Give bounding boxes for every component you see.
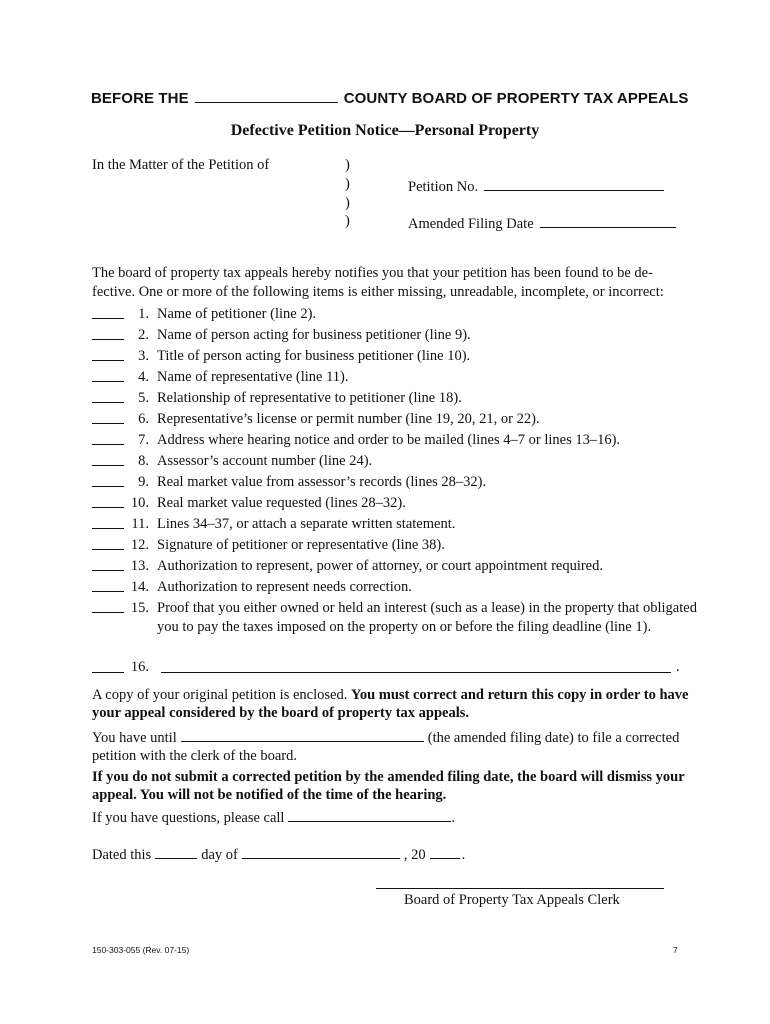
petition-number-label: Petition No.: [408, 179, 479, 195]
page-number: 7: [673, 945, 678, 955]
year-blank[interactable]: [430, 844, 460, 859]
other-item-blank[interactable]: [161, 672, 671, 673]
header-after-text: COUNTY BOARD OF PROPERTY TAX APPEALS: [343, 90, 689, 107]
checklist-item: [92, 515, 692, 536]
item-text: Name of person acting for business petitioner (line 9).: [157, 327, 471, 343]
item-text: Address where hearing notice and order to be mailed (lines 4–7 or lines 13–16).: [157, 432, 621, 448]
deadline-paragraph: [92, 727, 692, 765]
item-text: Authorization to represent, power of attorney, or court appointment required.: [157, 558, 603, 574]
item-text: Assessor’s account number (line 24).: [157, 453, 373, 469]
item-number: 9.: [138, 474, 149, 490]
form-number: 150-303-055 (Rev. 07-15): [92, 945, 190, 955]
item-number: 14.: [130, 579, 149, 595]
amended-filing-date-row: [408, 213, 676, 233]
year-label: , 20: [403, 847, 426, 863]
questions-line: [92, 807, 455, 827]
until-after-text: (the amended filing date) to file a corrected petition with the clerk of the board.: [92, 730, 680, 764]
check-blank[interactable]: [92, 444, 124, 445]
month-blank[interactable]: [242, 844, 400, 859]
dated-period: .: [461, 847, 466, 863]
paren-4: ): [345, 213, 350, 229]
checklist-item: [92, 536, 692, 557]
check-blank[interactable]: [92, 528, 124, 529]
matter-label: In the Matter of the Petition of: [92, 157, 270, 173]
item-number: 12.: [130, 537, 149, 553]
checklist-item: [92, 410, 692, 431]
item-number: 16.: [130, 659, 149, 675]
page-title: Defective Petition Notice—Personal Property: [230, 122, 540, 139]
item-text: Name of representative (line 11).: [157, 369, 349, 385]
copy-plain-text: A copy of your original petition is enclosed.: [92, 687, 348, 703]
item-number: 1.: [138, 306, 149, 322]
checklist-item: [92, 557, 692, 578]
questions-period: .: [451, 810, 456, 826]
header-before-text: BEFORE THE: [91, 90, 189, 107]
amended-filing-date-label: Amended Filing Date: [408, 216, 534, 232]
checklist-item: [92, 305, 692, 326]
check-blank[interactable]: [92, 672, 124, 673]
item-text: Proof that you either owned or held an interest (such as a lease) in the property that obligated you to pay the taxes imposed on the property on or before the filing deadline (line 1).: [157, 600, 697, 635]
checklist-item: [92, 452, 692, 473]
petition-number-row: [408, 176, 664, 196]
check-blank[interactable]: [92, 612, 124, 613]
item-number: 11.: [131, 516, 149, 532]
dated-line: [92, 844, 465, 864]
county-name-blank[interactable]: [195, 89, 338, 103]
item-16-period: .: [676, 659, 680, 675]
paren-1: ): [345, 157, 350, 173]
item-text: Lines 34–37, or attach a separate written statement.: [157, 516, 456, 532]
checklist-item: [92, 578, 692, 599]
checklist-item: [92, 473, 692, 494]
item-number: 15.: [130, 600, 149, 616]
item-number: 13.: [130, 558, 149, 574]
checklist-item: [92, 494, 692, 515]
check-blank[interactable]: [92, 339, 124, 340]
checklist-item: [92, 389, 692, 410]
check-blank[interactable]: [92, 360, 124, 361]
phone-blank[interactable]: [288, 807, 451, 822]
check-blank[interactable]: [92, 591, 124, 592]
check-blank[interactable]: [92, 381, 124, 382]
item-text: Name of petitioner (line 2).: [157, 306, 317, 322]
petition-number-blank[interactable]: [484, 176, 664, 191]
item-text: Real market value from assessor’s records (lines 28–32).: [157, 474, 487, 490]
item-number: 7.: [138, 432, 149, 448]
item-number: 5.: [138, 390, 149, 406]
checklist-item: [92, 431, 692, 452]
check-blank[interactable]: [92, 318, 124, 319]
paren-3: ): [345, 195, 350, 211]
item-text: Real market value requested (lines 28–32).: [157, 495, 406, 511]
until-before-text: You have until: [92, 730, 177, 746]
defect-checklist: [92, 305, 697, 652]
checklist-item: [92, 326, 692, 347]
questions-text: If you have questions, please call: [92, 810, 285, 826]
item-text: Title of person acting for business petitioner (line 10).: [157, 348, 471, 364]
item-text: Relationship of representative to petitioner (line 18).: [157, 390, 462, 406]
check-blank[interactable]: [92, 423, 124, 424]
item-text: Representative’s license or permit number (line 19, 20, 21, or 22).: [157, 411, 540, 427]
board-header: [91, 89, 688, 107]
day-of-label: day of: [201, 847, 238, 863]
check-blank[interactable]: [92, 570, 124, 571]
check-blank[interactable]: [92, 465, 124, 466]
item-number: 4.: [138, 369, 149, 385]
item-number: 2.: [138, 327, 149, 343]
dismissal-warning: If you do not submit a corrected petition by the amended filing date, the board will dismiss your appeal. You will not be notified of the time of the hearing.: [92, 769, 685, 803]
checklist-item: [92, 368, 692, 389]
dated-label: Dated this: [92, 847, 152, 863]
day-blank[interactable]: [155, 844, 197, 859]
paren-2: ): [345, 176, 350, 192]
copy-paragraph: [92, 686, 692, 722]
check-blank[interactable]: [92, 507, 124, 508]
item-number: 6.: [138, 411, 149, 427]
amended-date-blank[interactable]: [181, 727, 424, 742]
item-number: 3.: [138, 348, 149, 364]
copy-bold-text: You must correct and return this copy in order to have your appeal considered by the board of property tax appeals.: [92, 687, 689, 721]
clerk-signature-line[interactable]: [376, 888, 664, 889]
check-blank[interactable]: [92, 486, 124, 487]
intro-paragraph: The board of property tax appeals hereby notifies you that your petition has been found to be de-fective. One or more of the following items is either missing, unreadable, incomplete, or incorrect:: [92, 265, 664, 300]
amended-filing-date-blank[interactable]: [540, 213, 676, 228]
item-text: Authorization to represent needs correction.: [157, 579, 412, 595]
check-blank[interactable]: [92, 549, 124, 550]
checklist-item: [92, 347, 692, 368]
item-number: 8.: [138, 453, 149, 469]
checklist-item: [92, 599, 697, 652]
item-text: Signature of petitioner or representative (line 38).: [157, 537, 445, 553]
clerk-signature-label: Board of Property Tax Appeals Clerk: [404, 892, 620, 908]
item-number: 10.: [130, 495, 149, 511]
check-blank[interactable]: [92, 402, 124, 403]
